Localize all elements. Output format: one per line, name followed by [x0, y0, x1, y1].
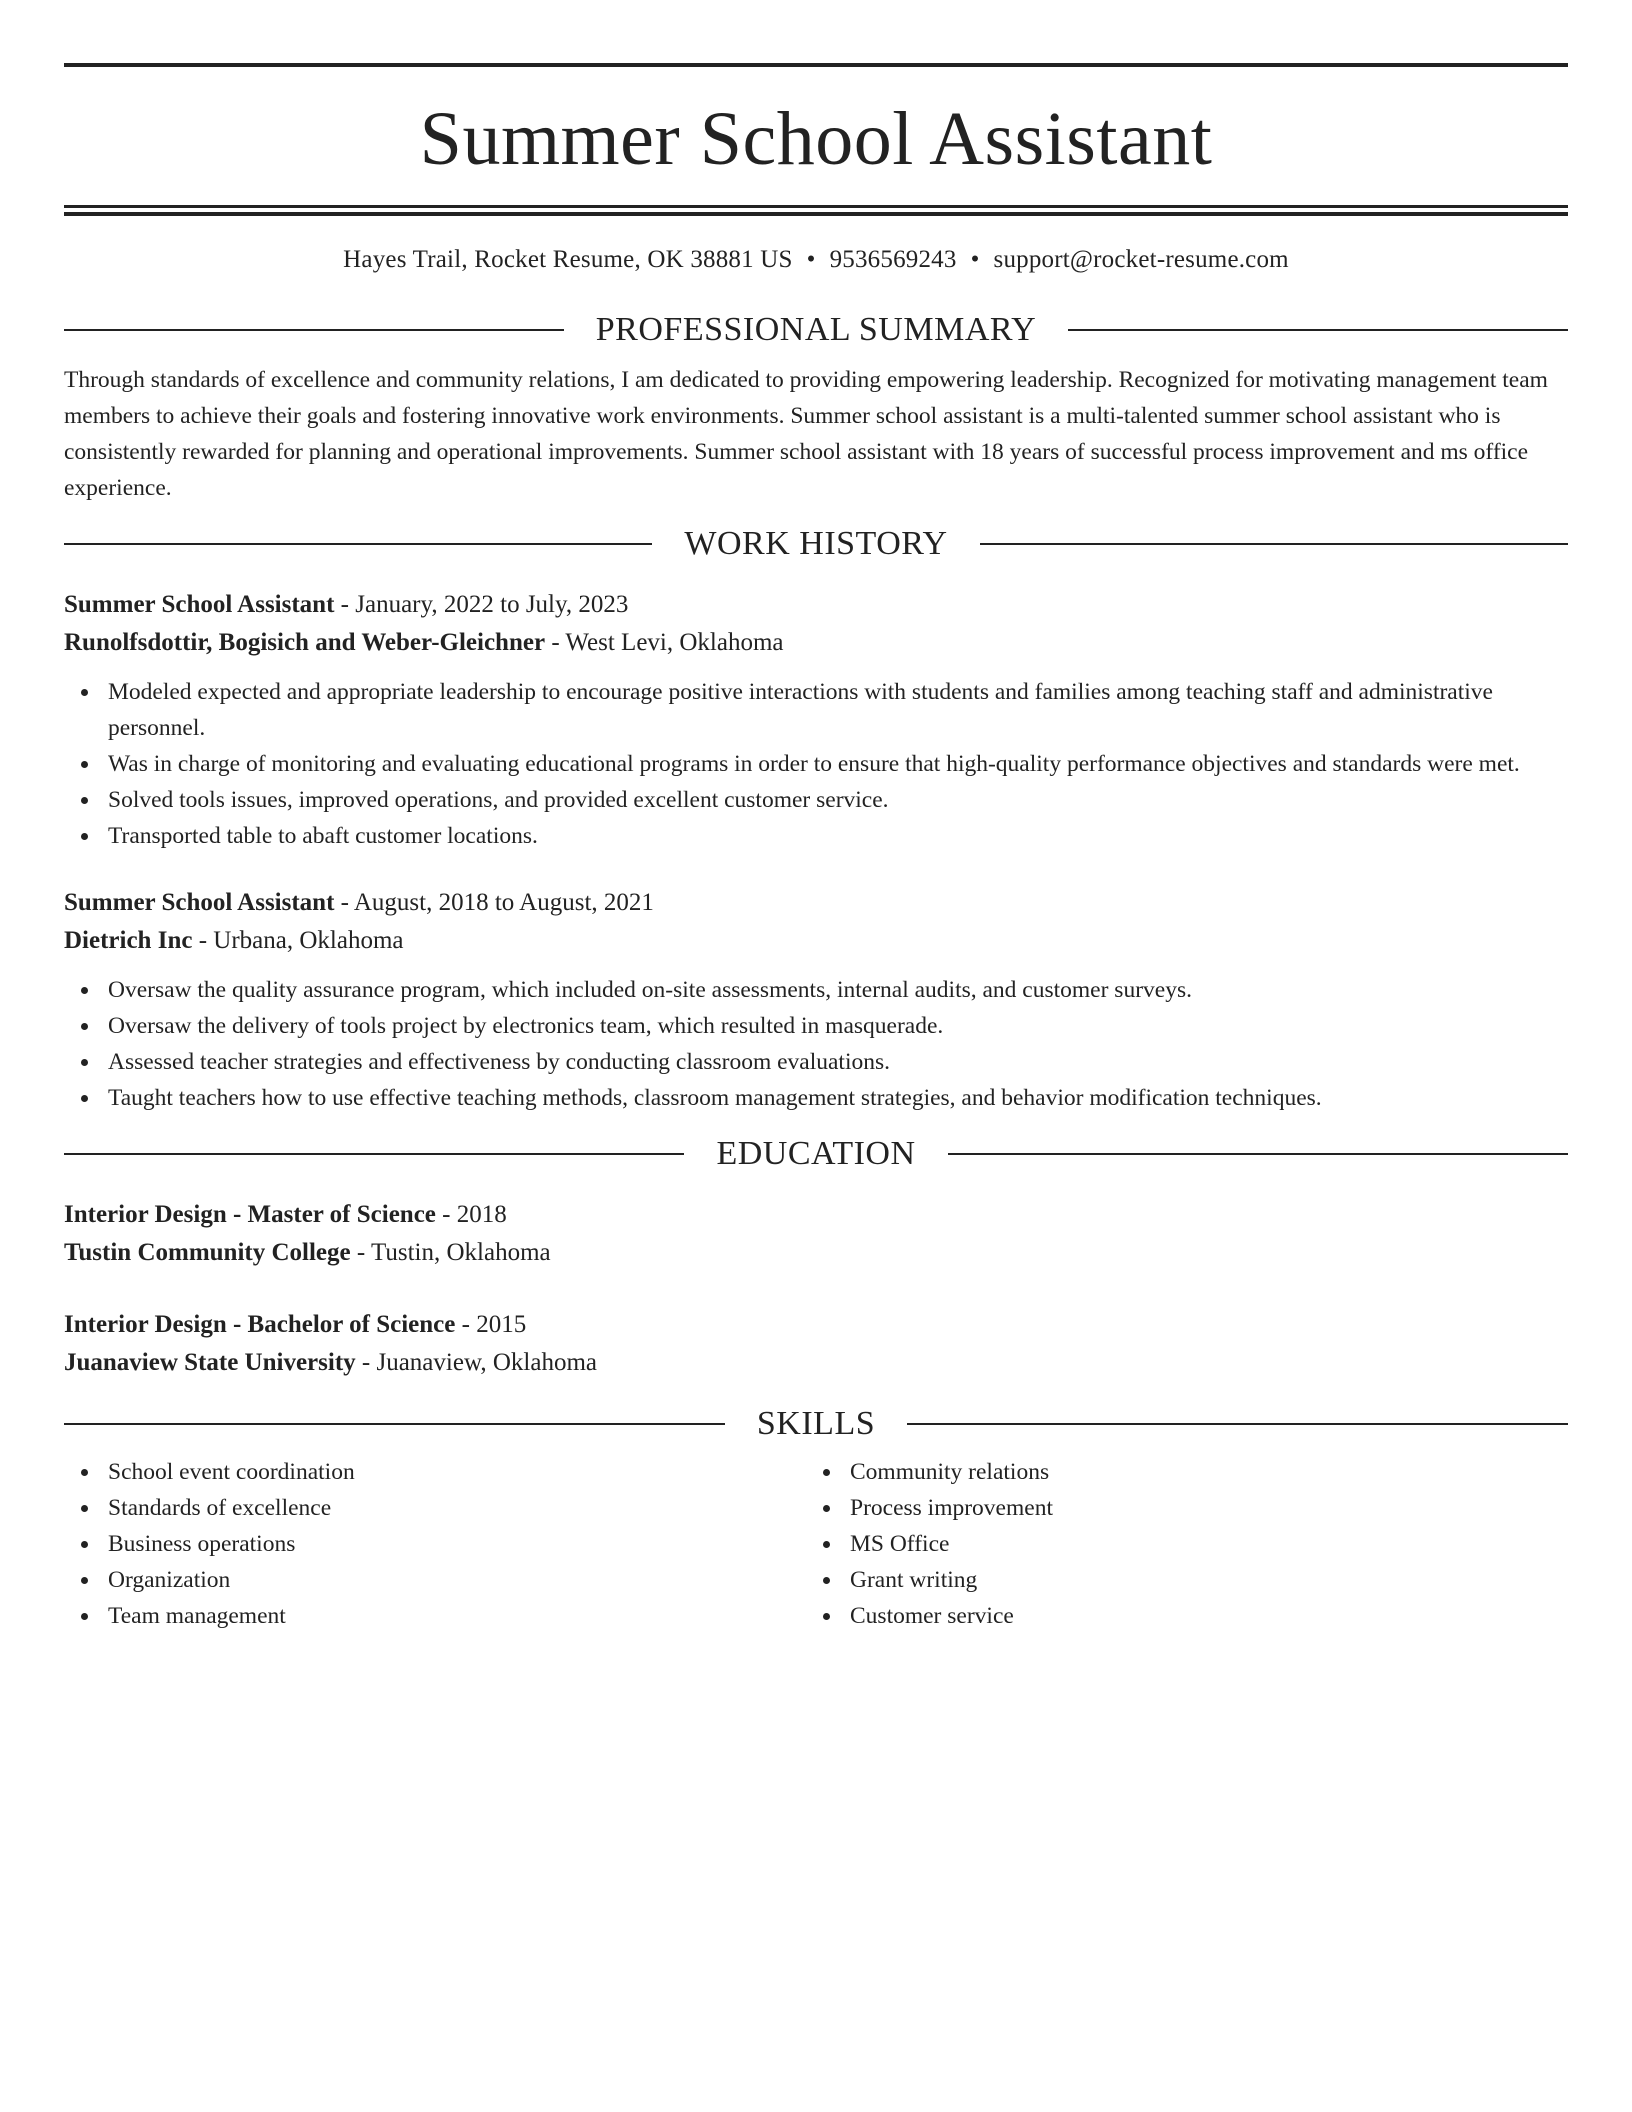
school-location: - Juanaview, Oklahoma [355, 1349, 598, 1376]
skills-column-right [806, 1454, 1548, 1634]
job-bullet: Oversaw the quality assurance program, which included on-site assessments, internal audits, and customer surveys. [64, 972, 1568, 1008]
skill-item: Organization [64, 1562, 806, 1598]
skills-list [64, 1454, 1568, 1634]
heading-rule-left [64, 1153, 684, 1155]
degree-year: - 2018 [435, 1201, 507, 1228]
skill-item: Business operations [64, 1526, 806, 1562]
double-rule [64, 205, 1568, 216]
skill-item: Standards of excellence [64, 1490, 806, 1526]
job-company-line [64, 624, 1568, 662]
section-title: WORK HISTORY [684, 525, 948, 562]
school: Juanaview State University [64, 1349, 356, 1376]
job-bullets [64, 674, 1568, 854]
job-company: Dietrich Inc [64, 927, 193, 954]
section-heading-summary [64, 310, 1568, 350]
section-title: SKILLS [756, 1405, 876, 1442]
job-bullet: Oversaw the delivery of tools project by electronics team, which resulted in masquerade. [64, 1008, 1568, 1044]
job-entry [64, 884, 1568, 1116]
contact-address: Hayes Trail, Rocket Resume, OK 38881 US [343, 246, 793, 273]
school-location: - Tustin, Oklahoma [350, 1239, 551, 1266]
degree-year: - 2015 [455, 1311, 527, 1338]
heading-rule-right [907, 1423, 1568, 1425]
contact-email: support@rocket-resume.com [993, 246, 1289, 273]
contact-separator: • [970, 246, 980, 273]
section-title: PROFESSIONAL SUMMARY [595, 311, 1037, 348]
degree-line [64, 1306, 1568, 1344]
skills-column-left [64, 1454, 806, 1634]
job-company: Runolfsdottir, Bogisich and Weber-Gleichner [64, 629, 546, 656]
job-dates: - August, 2018 to August, 2021 [334, 889, 654, 916]
skill-item: Customer service [806, 1598, 1548, 1634]
skill-item: Community relations [806, 1454, 1548, 1490]
section-heading-work [64, 524, 1568, 564]
education-entry [64, 1196, 1568, 1272]
job-location: - Urbana, Oklahoma [192, 927, 404, 954]
school: Tustin Community College [64, 1239, 351, 1266]
job-bullet: Transported table to abaft customer locations. [64, 818, 1568, 854]
job-bullet: Was in charge of monitoring and evaluating educational programs in order to ensure that high-quality performance objectives and standards were met. [64, 746, 1568, 782]
skill-item: Grant writing [806, 1562, 1548, 1598]
section-title: EDUCATION [716, 1135, 916, 1172]
contact-line [64, 245, 1568, 275]
heading-rule-left [64, 1423, 725, 1425]
job-company-line [64, 922, 1568, 960]
degree-line [64, 1196, 1568, 1234]
section-heading-education [64, 1134, 1568, 1174]
skill-item: Process improvement [806, 1490, 1548, 1526]
skill-item: MS Office [806, 1526, 1548, 1562]
school-line [64, 1344, 1568, 1382]
heading-rule-left [64, 543, 652, 545]
degree: Interior Design - Master of Science [64, 1201, 436, 1228]
job-dates: - January, 2022 to July, 2023 [334, 591, 629, 618]
skill-item: School event coordination [64, 1454, 806, 1490]
job-bullet: Assessed teacher strategies and effectiveness by conducting classroom evaluations. [64, 1044, 1568, 1080]
job-bullet: Taught teachers how to use effective teaching methods, classroom management strategies, and behavior modification techniques. [64, 1080, 1568, 1116]
education-entry [64, 1306, 1568, 1382]
job-title: Summer School Assistant [64, 591, 335, 618]
job-title-line [64, 586, 1568, 624]
job-title: Summer School Assistant [64, 889, 335, 916]
heading-rule-right [980, 543, 1568, 545]
contact-separator: • [806, 246, 816, 273]
job-title-line [64, 884, 1568, 922]
heading-rule-right [1068, 329, 1568, 331]
skill-item: Team management [64, 1598, 806, 1634]
job-entry [64, 586, 1568, 854]
job-bullet: Modeled expected and appropriate leadership to encourage positive interactions with students and families among teaching staff and administrative personnel. [64, 674, 1568, 746]
job-bullets [64, 972, 1568, 1116]
contact-phone: 9536569243 [829, 246, 957, 273]
top-rule [64, 63, 1568, 67]
job-location: - West Levi, Oklahoma [545, 629, 784, 656]
school-line [64, 1234, 1568, 1272]
heading-rule-right [948, 1153, 1568, 1155]
summary-text: Through standards of excellence and community relations, I am dedicated to providing empowering leadership. Recognized for motivating management team members to achieve their goals and fostering innovative work environments. Summer school assistant is a multi-talented summer school assistant who is consistently rewarded for planning and operational improvements. Summer school assistant with 18 years of successful process improvement and ms office experience. [64, 367, 1548, 501]
job-bullet: Solved tools issues, improved operations, and provided excellent customer service. [64, 782, 1568, 818]
section-heading-skills [64, 1404, 1568, 1444]
degree: Interior Design - Bachelor of Science [64, 1311, 456, 1338]
resume-name: Summer School Assistant [419, 97, 1213, 181]
heading-rule-left [64, 329, 564, 331]
